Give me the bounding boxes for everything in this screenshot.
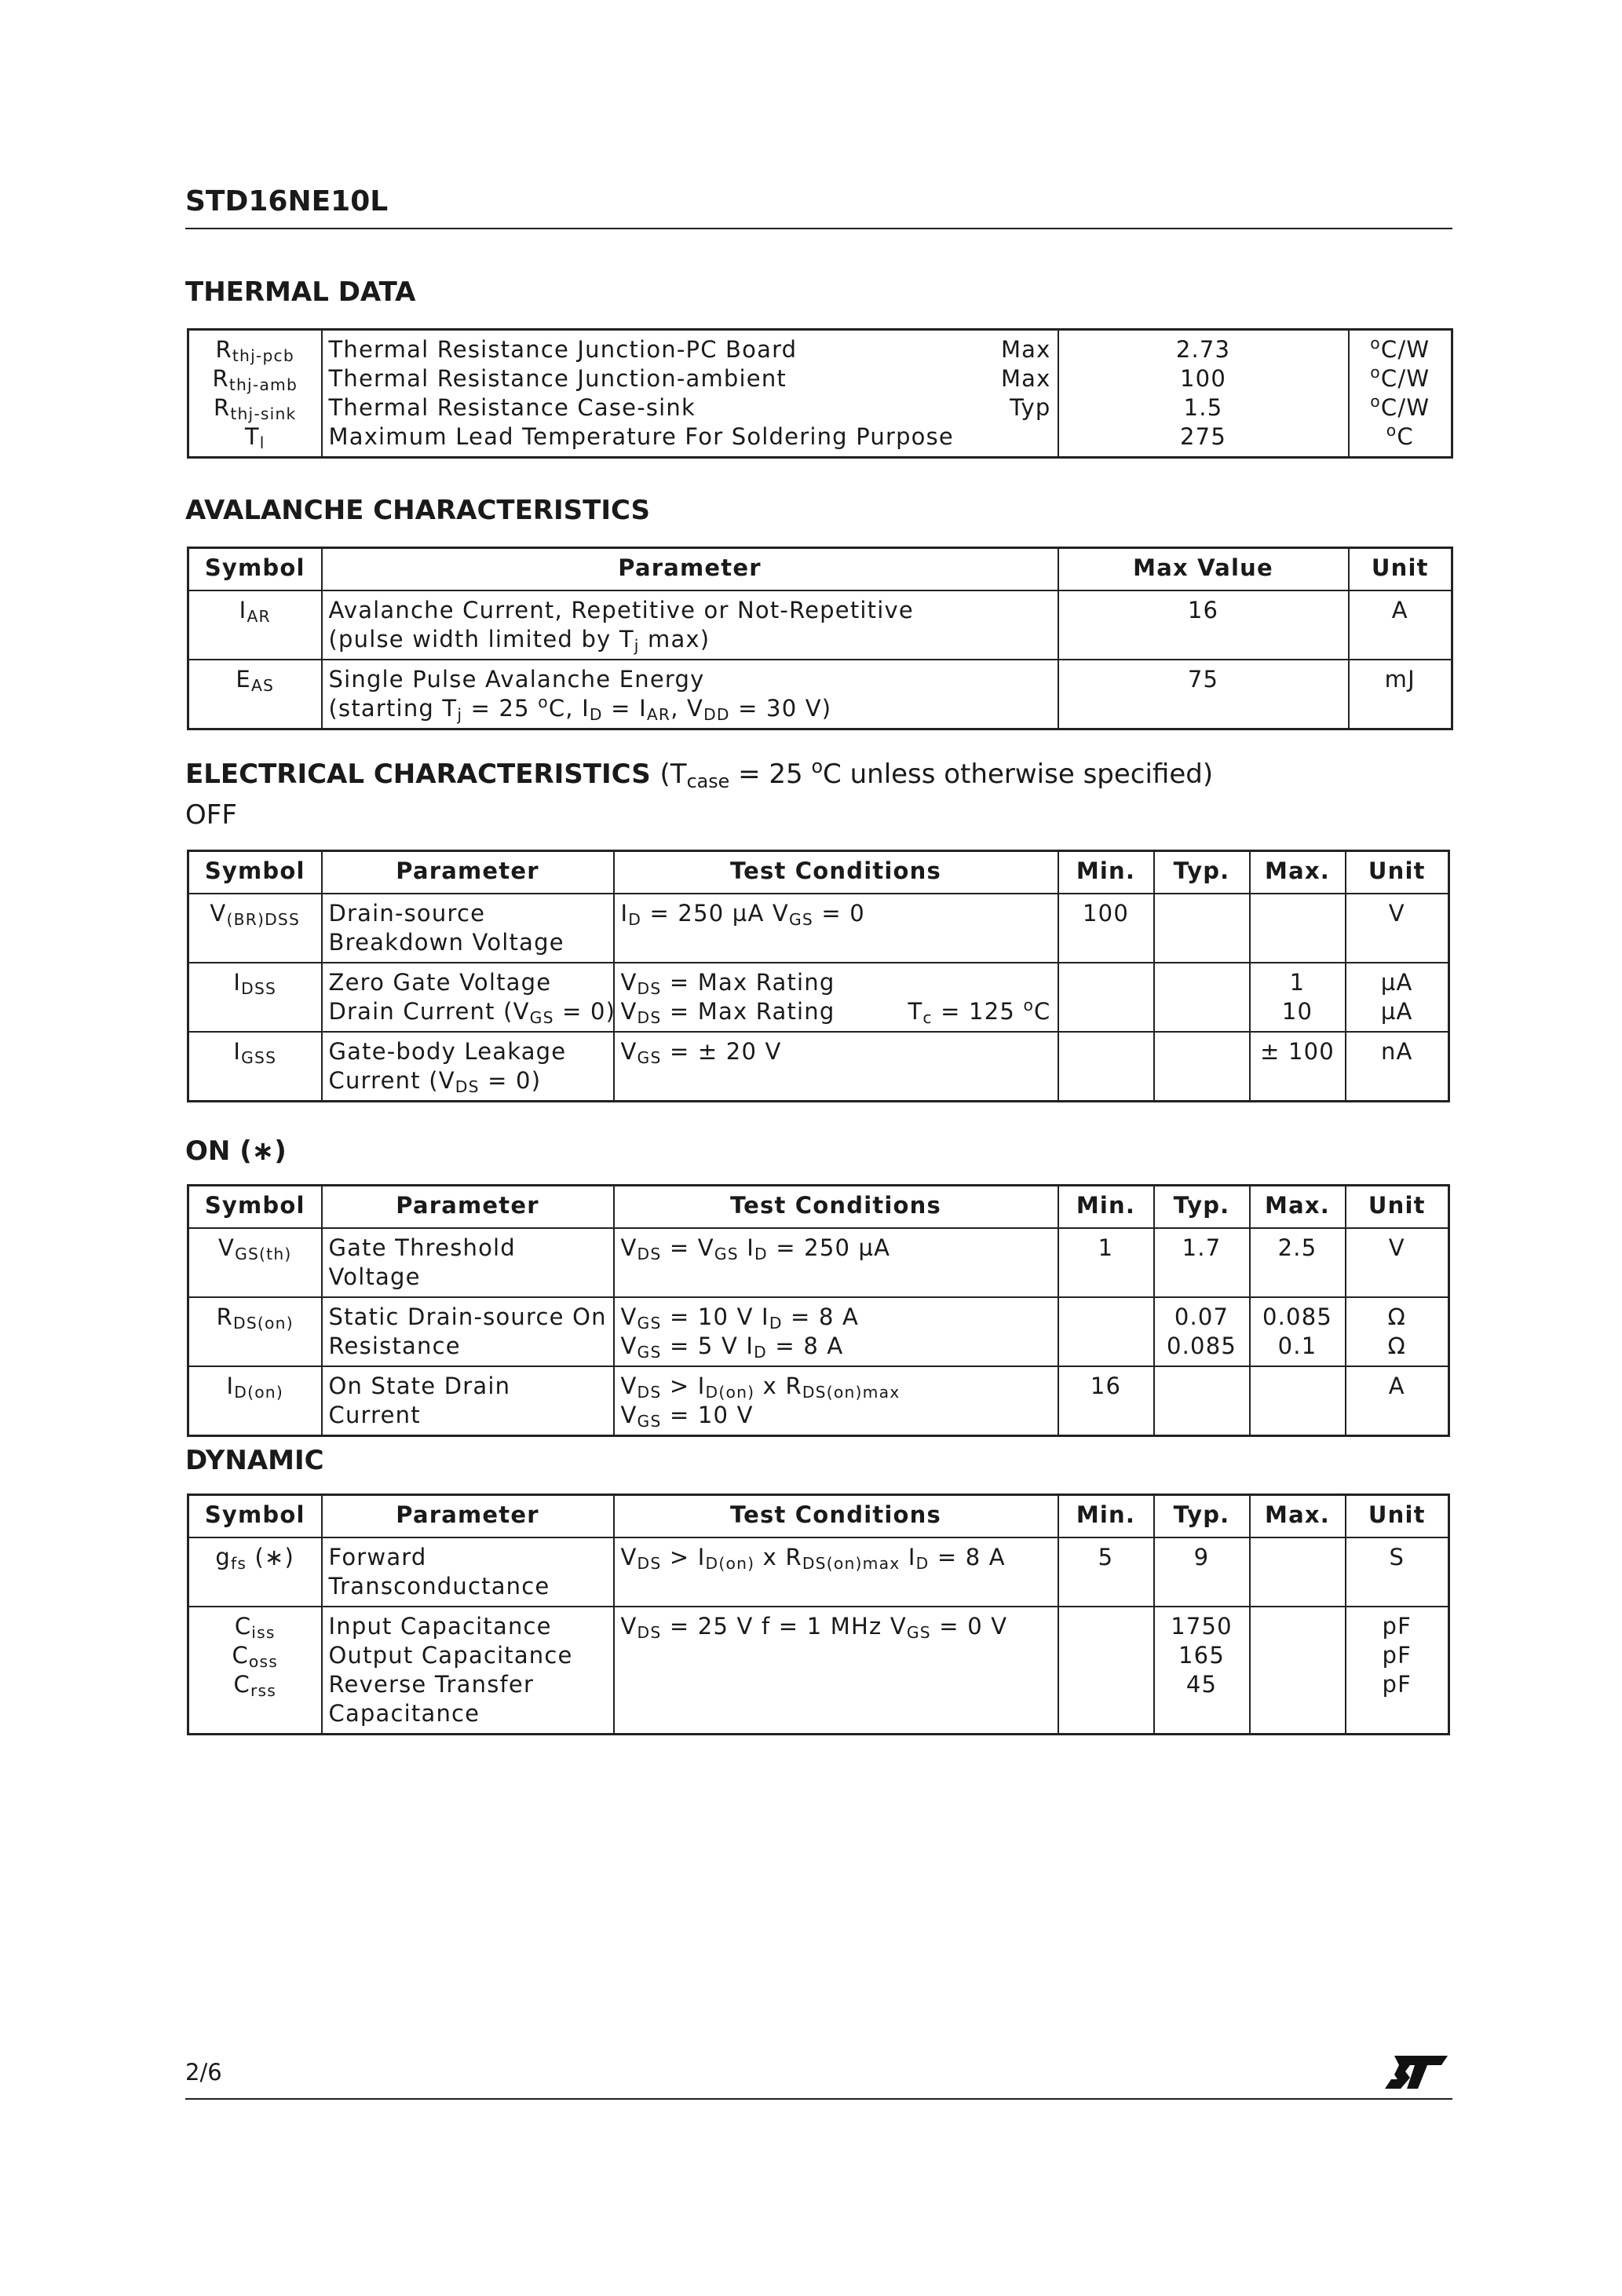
symbol-cell: $g_{fs}$ (∗): [188, 1537, 322, 1607]
unit-cell: V: [1346, 1228, 1449, 1297]
part-number-title: STD16NE10L: [185, 185, 389, 218]
min-cell: [1058, 963, 1154, 1032]
table-row: [188, 590, 1452, 660]
unit-cell: µA µA: [1346, 963, 1449, 1032]
col-header-unit: Unit: [1346, 1495, 1449, 1538]
unit-cell: mJ: [1349, 660, 1452, 729]
symbol-cell: $V_{GS(th)}$: [188, 1228, 322, 1297]
value-cell: 16: [1058, 590, 1349, 660]
col-header-max: Max.: [1250, 851, 1346, 894]
col-header-test-conditions: Test Conditions: [614, 851, 1058, 894]
table-header-row: [188, 851, 1449, 894]
table-row: [188, 1228, 1449, 1297]
thermal-parameter: Thermal Resistance Case-sink Typ: [328, 394, 1051, 421]
parameter-cell: Input Capacitance Output Capacitance Reverse Transfer Capacitance: [322, 1607, 614, 1735]
typ-cell: [1154, 1366, 1250, 1436]
table-row: [188, 330, 1452, 458]
col-header-parameter: Parameter: [322, 548, 1058, 591]
min-cell: 5: [1058, 1537, 1154, 1607]
col-header-symbol: Symbol: [188, 1495, 322, 1538]
col-header-min: Min.: [1058, 851, 1154, 894]
typ-cell: 0.07 0.085: [1154, 1297, 1250, 1366]
test-condition-cell: $V_{DS} = V_{GS}$ $I_D = 250$ µA: [614, 1228, 1058, 1297]
symbol-cell: $C_{iss}$ $C_{oss}$ $C_{rss}$: [188, 1607, 322, 1735]
col-header-min: Min.: [1058, 1186, 1154, 1229]
table-row: [188, 1297, 1449, 1366]
table-row: [188, 660, 1452, 729]
thermal-data-heading: THERMAL DATA: [185, 276, 416, 308]
col-header-test-conditions: Test Conditions: [614, 1186, 1058, 1229]
test-condition-cell: $V_{DS}$ = Max Rating $V_{DS}$ = Max Rating $T_c = 125$ $^o$C: [614, 963, 1058, 1032]
table-header-row: [188, 1495, 1449, 1538]
symbol-cell: $I_{D(on)}$: [188, 1366, 322, 1436]
col-header-unit: Unit: [1349, 548, 1452, 591]
col-header-typ: Typ.: [1154, 851, 1250, 894]
unit-cell: nA: [1346, 1032, 1449, 1102]
thermal-parameter: Thermal Resistance Junction-ambient Max: [328, 365, 1051, 392]
parameter-cell: Gate-body Leakage Current $(V_{DS} = 0)$: [322, 1032, 614, 1102]
thermal-symbol: $R_{thj-amb}$: [212, 365, 298, 395]
dynamic-heading: DYNAMIC: [185, 1445, 324, 1476]
avalanche-table: [187, 547, 1453, 730]
parameter-cell: Static Drain-source On Resistance: [322, 1297, 614, 1366]
max-cell: [1250, 894, 1346, 963]
test-condition-cell: $V_{DS} > I_{D(on)}$ x $R_{DS(on)max}$ $V_{GS} = 10$ V: [614, 1366, 1058, 1436]
electrical-condition: ($T_{case} = 25$ $^o$C unless otherwise specified): [659, 755, 1214, 792]
col-header-parameter: Parameter: [322, 1186, 614, 1229]
typ-cell: [1154, 1032, 1250, 1102]
max-cell: [1250, 1607, 1346, 1735]
table-header-row: [188, 1186, 1449, 1229]
thermal-unit: $^o$C/W: [1370, 391, 1430, 421]
col-header-min: Min.: [1058, 1495, 1154, 1538]
col-header-symbol: Symbol: [188, 851, 322, 894]
unit-cell: A: [1349, 590, 1452, 660]
max-cell: ± 100: [1250, 1032, 1346, 1102]
thermal-parameter: Maximum Lead Temperature For Soldering Purpose: [328, 423, 954, 450]
test-condition-cell: $V_{GS}$ = ± 20 V: [614, 1032, 1058, 1102]
max-cell: [1250, 1366, 1346, 1436]
on-heading: ON (∗): [185, 1135, 287, 1167]
col-header-test-conditions: Test Conditions: [614, 1495, 1058, 1538]
min-cell: 16: [1058, 1366, 1154, 1436]
col-header-unit: Unit: [1346, 851, 1449, 894]
max-cell: [1250, 1537, 1346, 1607]
typ-cell: 1.7: [1154, 1228, 1250, 1297]
test-condition-cell: $I_D = 250$ µA $V_{GS} = 0$: [614, 894, 1058, 963]
off-table: [187, 850, 1450, 1102]
table-row: [188, 1607, 1449, 1735]
col-header-max: Max.: [1250, 1495, 1346, 1538]
col-header-typ: Typ.: [1154, 1495, 1250, 1538]
test-condition-cell: $V_{GS} = 10$ V $I_D = 8$ A $V_{GS} = 5$ V $I_D = 8$ A: [614, 1297, 1058, 1366]
typ-cell: [1154, 963, 1250, 1032]
table-row: [188, 1366, 1449, 1436]
max-cell: 1 10: [1250, 963, 1346, 1032]
footer-rule: [185, 2098, 1452, 2100]
min-cell: [1058, 1607, 1154, 1735]
off-heading: OFF: [185, 799, 237, 831]
dynamic-table: [187, 1493, 1450, 1735]
typ-cell: [1154, 894, 1250, 963]
col-header-typ: Typ.: [1154, 1186, 1250, 1229]
col-header-unit: Unit: [1346, 1186, 1449, 1229]
thermal-unit: $^o$C/W: [1370, 362, 1430, 392]
unit-cell: pF pF pF: [1346, 1607, 1449, 1735]
thermal-symbol: $R_{thj-sink}$: [213, 394, 297, 424]
electrical-heading: ELECTRICAL CHARACTERISTICS ($T_{case} = 25$ $^o$C unless otherwise specified): [185, 755, 1214, 792]
thermal-symbol: $T_l$: [244, 423, 265, 453]
parameter-cell: Avalanche Current, Repetitive or Not-Repetitive (pulse width limited by $T_j$ max): [322, 590, 1058, 660]
thermal-value: 100: [1180, 365, 1226, 392]
max-cell: 0.085 0.1: [1250, 1297, 1346, 1366]
col-header-symbol: Symbol: [188, 548, 322, 591]
parameter-cell: Gate Threshold Voltage: [322, 1228, 614, 1297]
table-row: [188, 963, 1449, 1032]
test-condition-cell: $V_{DS} = 25$ V f = 1 MHz $V_{GS} = 0$ V: [614, 1607, 1058, 1735]
col-header-parameter: Parameter: [322, 1495, 614, 1538]
table-row: [188, 1032, 1449, 1102]
col-header-max: Max.: [1250, 1186, 1346, 1229]
test-condition-cell: $V_{DS} > I_{D(on)}$ x $R_{DS(on)max}$ $I_D = 8$ A: [614, 1537, 1058, 1607]
typ-cell: 9: [1154, 1537, 1250, 1607]
symbol-cell: $I_{AR}$: [188, 590, 322, 660]
header-rule: [185, 228, 1452, 229]
symbol-cell: $R_{DS(on)}$: [188, 1297, 322, 1366]
thermal-parameter: Thermal Resistance Junction-PC Board Max: [328, 336, 1051, 363]
typ-cell: 1750 165 45: [1154, 1607, 1250, 1735]
table-header-row: [188, 548, 1452, 591]
st-logo: [1383, 2054, 1449, 2090]
unit-cell: A: [1346, 1366, 1449, 1436]
thermal-value: 2.73: [1175, 336, 1231, 363]
col-header-symbol: Symbol: [188, 1186, 322, 1229]
parameter-cell: On State Drain Current: [322, 1366, 614, 1436]
thermal-value: 275: [1180, 423, 1226, 450]
thermal-unit: $^o$C/W: [1370, 333, 1430, 363]
value-cell: 75: [1058, 660, 1349, 729]
page-number: 2/6: [185, 2059, 222, 2086]
symbol-cell: $V_{(BR)DSS}$: [188, 894, 322, 963]
unit-cell: S: [1346, 1537, 1449, 1607]
on-table: [187, 1184, 1450, 1437]
parameter-cell: Drain-source Breakdown Voltage: [322, 894, 614, 963]
thermal-data-table: [187, 328, 1453, 459]
symbol-cell: $I_{GSS}$: [188, 1032, 322, 1102]
parameter-cell: Zero Gate Voltage Drain Current $(V_{GS} = 0)$: [322, 963, 614, 1032]
symbol-cell: $I_{DSS}$: [188, 963, 322, 1032]
col-header-max-value: Max Value: [1058, 548, 1349, 591]
avalanche-heading: AVALANCHE CHARACTERISTICS: [185, 495, 651, 526]
table-row: [188, 1537, 1449, 1607]
min-cell: 1: [1058, 1228, 1154, 1297]
min-cell: [1058, 1032, 1154, 1102]
max-cell: 2.5: [1250, 1228, 1346, 1297]
min-cell: 100: [1058, 894, 1154, 963]
min-cell: [1058, 1297, 1154, 1366]
parameter-cell: Single Pulse Avalanche Energy (starting $T_j = 25$ $^o$C, $I_D = I_{AR}$, $V_{DD} = 30$ V): [322, 660, 1058, 729]
symbol-cell: $E_{AS}$: [188, 660, 322, 729]
thermal-value: 1.5: [1183, 394, 1223, 421]
thermal-symbol: $R_{thj-pcb}$: [215, 336, 294, 366]
unit-cell: V: [1346, 894, 1449, 963]
col-header-parameter: Parameter: [322, 851, 614, 894]
parameter-cell: Forward Transconductance: [322, 1537, 614, 1607]
table-row: [188, 894, 1449, 963]
unit-cell: Ω Ω: [1346, 1297, 1449, 1366]
thermal-unit: $^o$C: [1386, 420, 1414, 450]
